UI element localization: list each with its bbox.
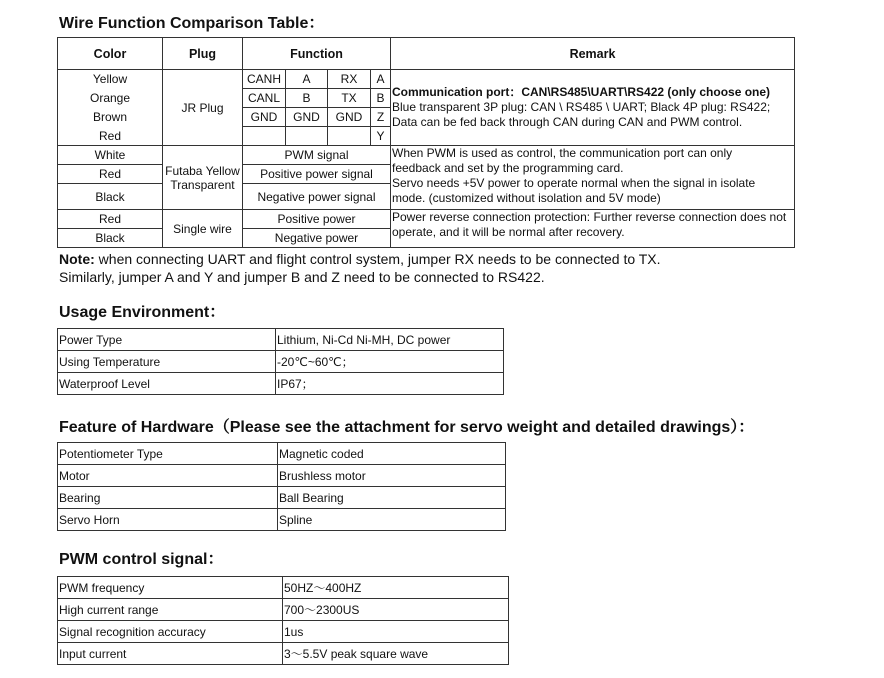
hardware-key: Servo Horn [58,509,278,531]
function-cell: Positive power [243,210,391,229]
function-cell: TX [328,89,371,108]
function-cell: RX [328,70,371,89]
function-cell: B [286,89,328,108]
color-cell: Yellow [58,70,163,89]
usage-key: Power Type [58,329,276,351]
color-cell: Black [58,229,163,248]
function-cell: GND [243,108,286,127]
function-cell: GND [328,108,371,127]
pwm-value: 3～5.5V peak square wave [283,643,509,665]
note-line-2: Similarly, jumper A and Y and jumper B and Z need to be connected to RS422. [59,269,545,285]
remark-line: feedback and set by the programming card. [392,161,624,175]
usage-table [57,328,504,395]
plug-cell-single: Single wire [163,210,243,248]
pwm-value: 1us [283,621,509,643]
function-cell [243,127,286,146]
table-row [58,210,795,229]
note-line-1 [59,251,661,267]
remark-line: Power reverse connection protection: Further reverse connection does not [392,210,787,224]
remark-cell-futaba [391,146,795,210]
remark-line: Blue transparent 3P plug: CAN \ RS485 \ UART; Black 4P plug: RS422; [392,100,771,114]
color-cell: Red [58,210,163,229]
pwm-value: 50HZ～400HZ [283,577,509,599]
color-cell: White [58,146,163,165]
hardware-value: Ball Bearing [278,487,506,509]
remark-line: mode. (customized without isolation and 5V mode) [392,191,661,205]
table-row [58,443,506,465]
hardware-key: Bearing [58,487,278,509]
hardware-value: Spline [278,509,506,531]
table-row [58,599,509,621]
hardware-key: Potentiometer Type [58,443,278,465]
table-row [58,487,506,509]
table-row [58,465,506,487]
function-cell: Y [371,127,391,146]
remark-cell-single [391,210,795,248]
plug-label-line: Futaba Yellow [165,163,240,178]
function-cell: CANH [243,70,286,89]
hardware-value: Magnetic coded [278,443,506,465]
table-row [58,643,509,665]
function-cell [328,127,371,146]
usage-key: Using Temperature [58,351,276,373]
header-color: Color [58,38,163,70]
function-cell: Z [371,108,391,127]
table-row [58,351,504,373]
plug-label-line: Transparent [170,177,235,192]
remark-line: operate, and it will be normal after recovery. [392,225,625,239]
pwm-table [57,576,509,665]
table-row [58,70,795,89]
table-row [58,621,509,643]
color-cell: Brown [58,108,163,127]
note-text: when connecting UART and flight control system, jumper RX needs to be connected to TX. [94,251,661,267]
header-plug: Plug [163,38,243,70]
color-cell: Red [58,165,163,184]
function-cell: Negative power signal [243,184,391,210]
usage-value: -20℃~60℃； [276,351,504,373]
function-cell: CANL [243,89,286,108]
color-cell: Red [58,127,163,146]
remark-line: Servo needs +5V power to operate normal when the signal in isolate [392,176,756,190]
header-remark: Remark [391,38,795,70]
remark-title: Communication port：CAN\RS485\UART\RS422 (only choose one) [392,85,771,99]
color-cell: Black [58,184,163,210]
remark-line: When PWM is used as control, the communication port can only [392,146,733,160]
pwm-key: High current range [58,599,283,621]
function-cell: Negative power [243,229,391,248]
table-row [58,509,506,531]
pwm-value: 700～2300US [283,599,509,621]
function-cell: A [286,70,328,89]
function-cell: Positive power signal [243,165,391,184]
table-row [58,577,509,599]
table-row [58,329,504,351]
hardware-key: Motor [58,465,278,487]
function-cell: B [371,89,391,108]
note-label: Note: [59,251,95,267]
plug-cell-futaba [163,146,243,210]
hardware-title: Feature of Hardware（Please see the attachment for servo weight and detailed drawings）： [59,419,755,436]
usage-key: Waterproof Level [58,373,276,395]
remark-line: Data can be fed back through CAN during CAN and PWM control. [392,115,743,129]
usage-value: IP67； [276,373,504,395]
plug-cell-jr: JR Plug [163,70,243,146]
pwm-key: Input current [58,643,283,665]
function-cell: A [371,70,391,89]
function-cell: GND [286,108,328,127]
color-cell: Orange [58,89,163,108]
pwm-key: Signal recognition accuracy [58,621,283,643]
usage-title: Usage Environment： [59,304,226,321]
wire-table-title: Wire Function Comparison Table： [59,15,325,32]
usage-value: Lithium, Ni-Cd Ni-MH, DC power [276,329,504,351]
wire-function-table [57,37,795,248]
table-row [58,373,504,395]
hardware-table [57,442,506,531]
table-header-row [58,38,795,70]
hardware-value: Brushless motor [278,465,506,487]
function-cell [286,127,328,146]
pwm-title: PWM control signal： [59,551,224,568]
pwm-key: PWM frequency [58,577,283,599]
function-cell: PWM signal [243,146,391,165]
remark-cell-jr [391,70,795,146]
table-row [58,146,795,165]
header-function: Function [243,38,391,70]
